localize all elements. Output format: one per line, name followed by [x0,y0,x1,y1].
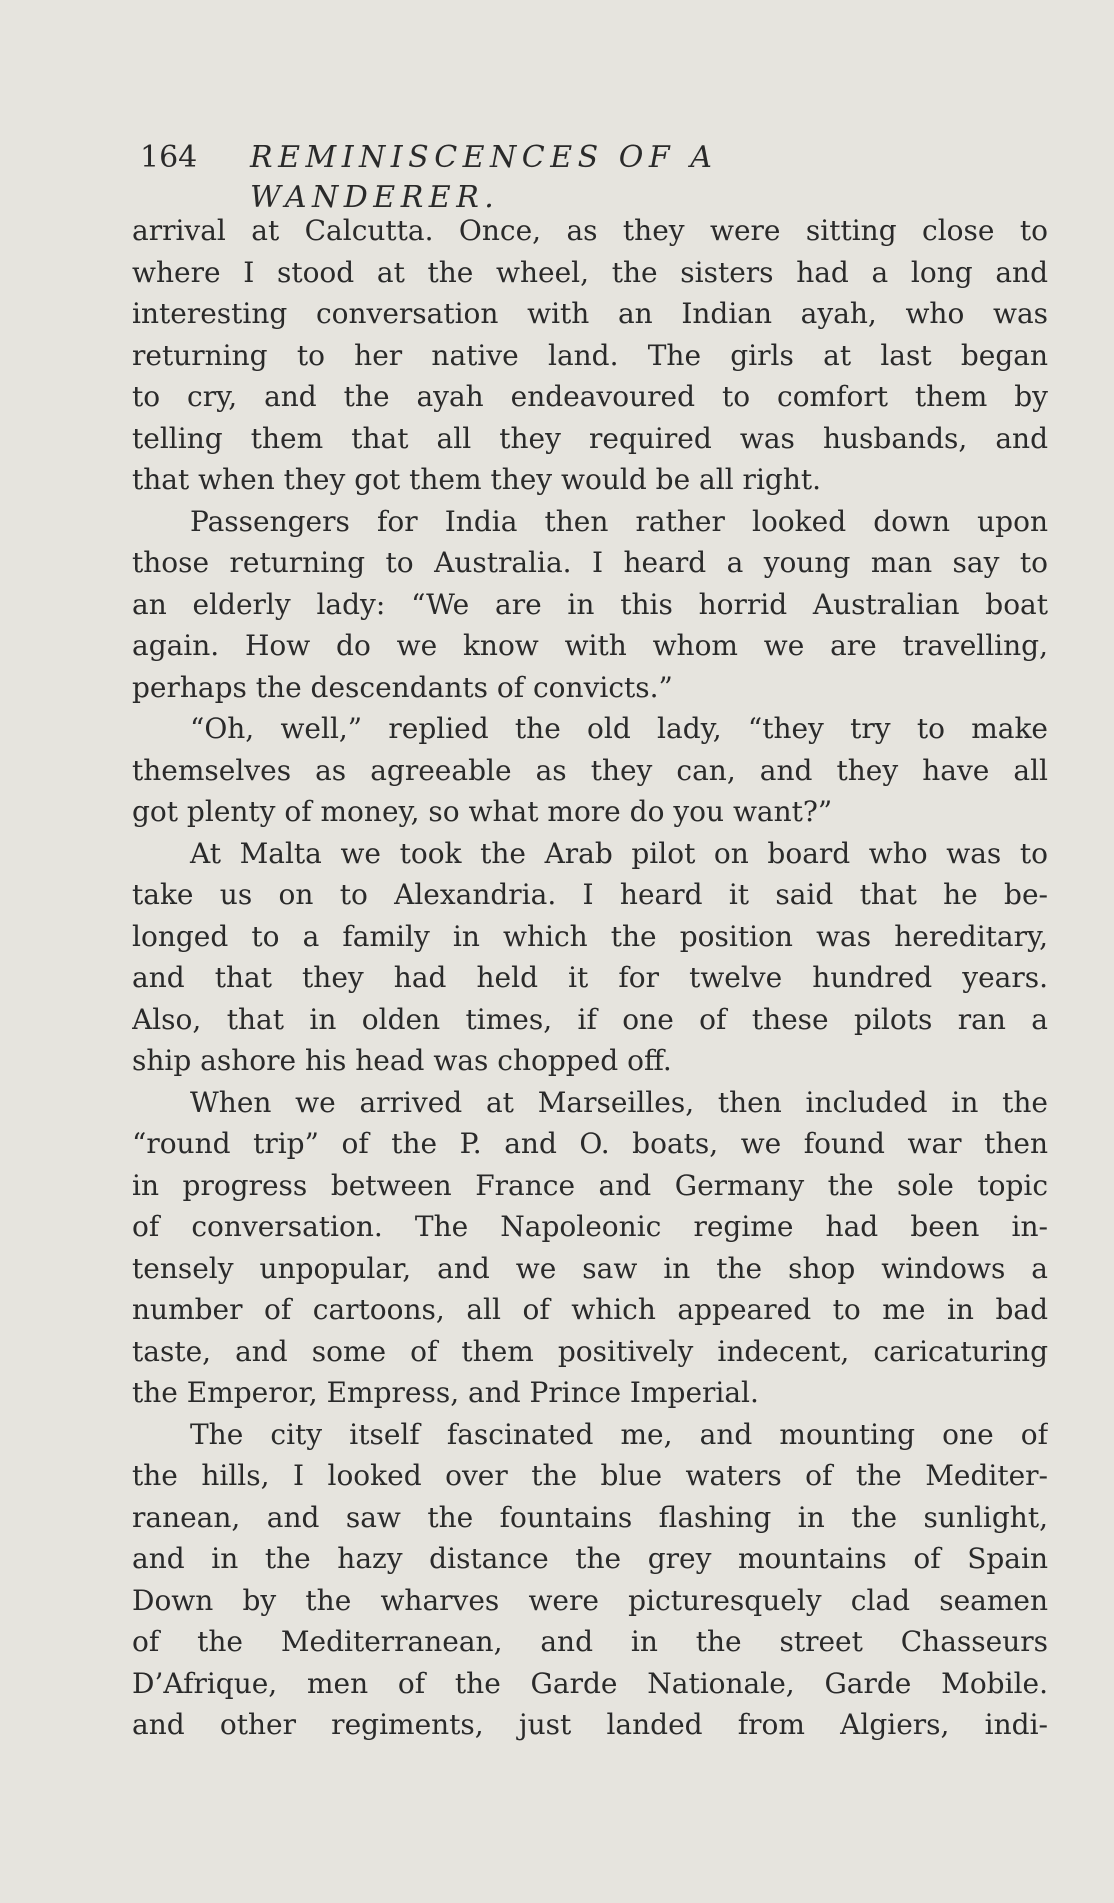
text-line: telling them that all they required was husbands, and [132,421,1048,455]
text-line: take us on to Alexandria. I heard it said that he be- [132,878,1048,911]
running-title: REMINISCENCES OF A WANDERER. [250,140,718,215]
text-line: longed to a family in which the position was hereditary, [132,919,1048,953]
text-line: got plenty of money, so what more do you want?” [132,795,833,828]
paragraph-first-line: “Oh, well,” replied the old lady, “they try to make [190,712,1048,745]
page-header [140,138,950,215]
text-line: taste, and some of them positively indecent, caricaturing [132,1334,1048,1368]
text-line: and that they had held it for twelve hundred years. [132,961,1048,994]
paragraph-first-line: At Malta we took the Arab pilot on board who was to [190,836,1048,870]
text-line: those returning to Australia. I heard a young man say to [132,546,1048,579]
text-line: an elderly lady: “We are in this horrid Australian boat [132,587,1048,621]
text-line: the Emperor, Empress, and Prince Imperial. [132,1376,759,1409]
text-line: to cry, and the ayah endeavoured to comfort them by [132,380,1048,413]
text-line: in progress between France and Germany the sole topic [132,1168,1048,1202]
text-line: perhaps the descendants of convicts.” [132,670,673,704]
paragraph-first-line: When we arrived at Marseilles, then included in the [190,1085,1048,1119]
text-line: where I stood at the wheel, the sisters had a long and [132,255,1048,289]
page-number: 164 [140,140,198,175]
text-line: tensely unpopular, and we saw in the shop windows a [132,1251,1048,1285]
text-line: again. How do we know with whom we are travelling, [132,629,1048,662]
text-line: of conversation. The Napoleonic regime had been in- [132,1210,1048,1243]
body-text [132,210,1048,1746]
paragraph-first-line: The city itself fascinated me, and mounting one of [190,1417,1048,1451]
text-line: “round trip” of the P. and O. boats, we found war then [132,1127,1048,1160]
text-line: Also, that in olden times, if one of these pilots ran a [132,1002,1048,1036]
text-line: of the Mediterranean, and in the street Chasseurs [132,1625,1048,1658]
text-line: arrival at Calcutta. Once, as they were sitting close to [132,214,1048,247]
text-line: D’Afrique, men of the Garde Nationale, Garde Mobile. [132,1666,1048,1700]
paragraph-first-line: Passengers for India then rather looked down upon [190,504,1048,538]
text-line: interesting conversation with an Indian ayah, who was [132,297,1048,330]
text-line: themselves as agreeable as they can, and they have all [132,753,1048,787]
text-line: the hills, I looked over the blue waters of the Mediter- [132,1459,1048,1492]
text-line: and in the hazy distance the grey mountains of Spain [132,1542,1048,1575]
text-line: ship ashore his head was chopped off. [132,1044,672,1077]
text-line: ranean, and saw the fountains flashing in the sunlight, [132,1500,1048,1534]
text-line: Down by the wharves were picturesquely clad seamen [132,1583,1048,1617]
text-line: number of cartoons, all of which appeared to me in bad [132,1293,1048,1326]
text-line: returning to her native land. The girls at last began [132,338,1048,372]
text-line: that when they got them they would be all right. [132,463,822,496]
text-line: and other regiments, just landed from Algiers, indi- [132,1708,1048,1741]
